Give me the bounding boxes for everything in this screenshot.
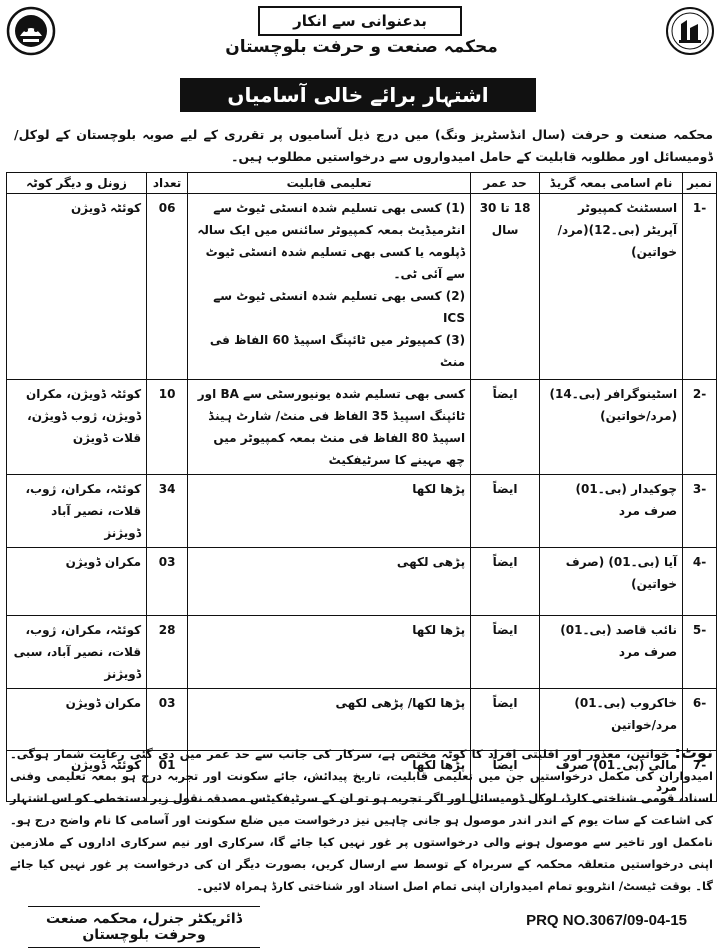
row-age: ایضاً (471, 475, 540, 548)
row-zone: کوئٹہ، مکران، ژوب، قلات، نصیر آباد ڈویژنز (7, 475, 147, 548)
row-quantity: 34 (147, 475, 188, 548)
row-qualification (188, 616, 471, 689)
qualification-line: پڑھا لکھا/ پڑھی لکھی (335, 696, 466, 710)
row-quantity: 03 (147, 548, 188, 616)
row-qualification (188, 548, 471, 616)
row-post: نائب قاصد (بی۔01) صرف مرد (540, 616, 683, 689)
row-post: خاکروب (بی۔01) مرد/خواتین (540, 689, 683, 751)
table-row (7, 548, 717, 616)
qualification-line: (1) کسی بھی تسلیم شدہ انسٹی ٹیوٹ سے انٹرمیڈیٹ بمعہ کمپیوٹر سائنس میں ایک سالہ ڈپلومہ یا کسی بھی تسلیم شدہ انسٹی ٹیوٹ سے آئی ٹی۔ (197, 201, 466, 281)
table-row (7, 475, 717, 548)
row-post: آیا (بی۔01) (صرف خواتین) (540, 548, 683, 616)
row-no: -1 (683, 194, 717, 380)
row-zone: کوئٹہ ڈویژن (7, 194, 147, 380)
row-zone: کوئٹہ ڈویژن، مکران ڈویژن، ژوب ڈویژن، قلات ڈویژن (7, 380, 147, 475)
qualification-line: پڑھی لکھی (396, 555, 466, 569)
row-quantity: 28 (147, 616, 188, 689)
anti-corruption-slogan: بدعنوانی سے انکار (258, 6, 462, 36)
row-quantity: 03 (147, 689, 188, 751)
row-post: اسسٹنٹ کمپیوٹر آپریٹر (بی۔12)(مرد/خواتین) (540, 194, 683, 380)
note-text: خواتین، معذور اور اقلیتی افراد کا کوٹہ مختص ہے، سرکار کی جانب سے حد عمر میں دی گئی رعایت شمار ہوگی۔ امیدواران کی مکمل درخواستیں جن میں تعلیمی قابلیت، تاریخ پیدائش، جائے سکونت اور تجربہ درج ہو بمعہ تعلیمی وفنی اسناد، قومی شناختی کارڈ، لوکل ڈومیسائل اور اگر تجربہ ہو تو ان کے سرٹیفکیٹس مصدقہ نقول زیر دستخطی کو اس اشتہار کی اشاعت کے سات یوم کے اندر اندر موصول ہو جانی چاہیں نیز درخواست میں ضلع سکونت اور آسامی کا نام واضح درج ہو۔ نامکمل اور تاخیر سے موصول ہونے والی درخواستوں پر غور نہیں کیا جائے گا، سرکاری اور نیم سرکاری اداروں کے ملازمین اپنی درخواستیں متعلقہ محکمہ کے سربراہ کے توسط سے ارسال کریں، بصورت دیگر ان کی درخواست پر غور نہیں کیا جائے گا۔ بوقت ٹیسٹ/ انٹرویو تمام امیدواران اپنی تمام اصل اسناد اور شناختی کارڈ ہمراہ لائیں۔ (10, 747, 713, 893)
row-quantity: 10 (147, 380, 188, 475)
row-zone: مکران ڈویژن (7, 689, 147, 751)
qualification-line: کسی بھی تسلیم شدہ یونیورسٹی سے BA اور ٹائپنگ اسپیڈ 35 الفاظ فی منٹ/ شارٹ ہینڈ اسپیڈ 80 الفاظ فی منٹ بمعہ کمپیوٹر میں چھ مہینے کا سرٹیفکیٹ (197, 387, 466, 467)
row-age: ایضاً (471, 548, 540, 616)
row-age: ایضاً (471, 689, 540, 751)
row-no: -7 (683, 751, 717, 802)
table-header-row (7, 173, 717, 194)
row-no: -5 (683, 616, 717, 689)
header-age: حد عمر (471, 173, 540, 194)
intro-paragraph: محکمہ صنعت و حرفت (سال انڈسٹریز ونگ) میں درج ذیل آسامیوں پر تقرری کے لیے صوبہ بلوچستان کے لوکل/ ڈومیسائل اور مطلوبہ قابلیت کے حامل امیدواروں سے درخواستیں مطلوب ہیں۔ (14, 127, 713, 164)
row-zone: کوئٹہ، مکران، ژوب، قلات، نصیر آباد، سبی ڈویژنز (7, 616, 147, 689)
qualification-line: پڑھا لکھا (412, 482, 466, 496)
row-zone: کوئٹہ ڈویژن (7, 751, 147, 802)
table-row (7, 194, 717, 380)
qualification-line: (3) کمپیوٹر میں ٹائپنگ اسپیڈ 60 الفاظ فی منٹ (209, 333, 466, 369)
row-qualification (188, 475, 471, 548)
row-post: چوکیدار (بی۔01) صرف مرد (540, 475, 683, 548)
row-no: -4 (683, 548, 717, 616)
qualification-line: (2) کسی بھی تسلیم شدہ انسٹی ٹیوٹ سے ICS (213, 289, 466, 325)
row-qualification (188, 194, 471, 380)
table-row (7, 380, 717, 475)
row-no: -3 (683, 475, 717, 548)
note-paragraph (10, 742, 713, 897)
advertisement-title: اشتہار برائے خالی آسامیاں (180, 78, 536, 112)
row-zone: مکران ڈویژن (7, 548, 147, 616)
qualification-line: پڑھا لکھا (412, 623, 466, 637)
table-row (7, 616, 717, 689)
row-no: -6 (683, 689, 717, 751)
header-zone: زونل و دیگر کوٹہ (7, 173, 147, 194)
note-label: نوٹ: (674, 743, 713, 762)
header-qualification: تعلیمی قابلیت (188, 173, 471, 194)
row-post: مالی (بی۔01) صرف مرد (540, 751, 683, 802)
prq-number: PRQ NO.3067/09-04-15 (526, 912, 687, 929)
row-quantity: 01 (147, 751, 188, 802)
signatory: ڈائریکٹر جنرل، محکمہ صنعت وحرفت بلوچستان (28, 906, 260, 948)
department-title: محکمہ صنعت و حرفت بلوچستان (225, 37, 498, 57)
header-quantity: تعداد (147, 173, 188, 194)
row-age: 18 تا 30 سال (471, 194, 540, 380)
row-qualification (188, 380, 471, 475)
row-post: اسٹینوگرافر (بی۔14) (مرد/خواتین) (540, 380, 683, 475)
qualification-line: پڑھا لکھا (412, 758, 466, 772)
vacancies-table (6, 172, 717, 802)
row-no: -2 (683, 380, 717, 475)
row-age: ایضاً (471, 751, 540, 802)
row-age: ایضاً (471, 380, 540, 475)
header-post: نام اسامی بمعہ گریڈ (540, 173, 683, 194)
row-age: ایضاً (471, 616, 540, 689)
header-no: نمبر (683, 173, 717, 194)
row-quantity: 06 (147, 194, 188, 380)
